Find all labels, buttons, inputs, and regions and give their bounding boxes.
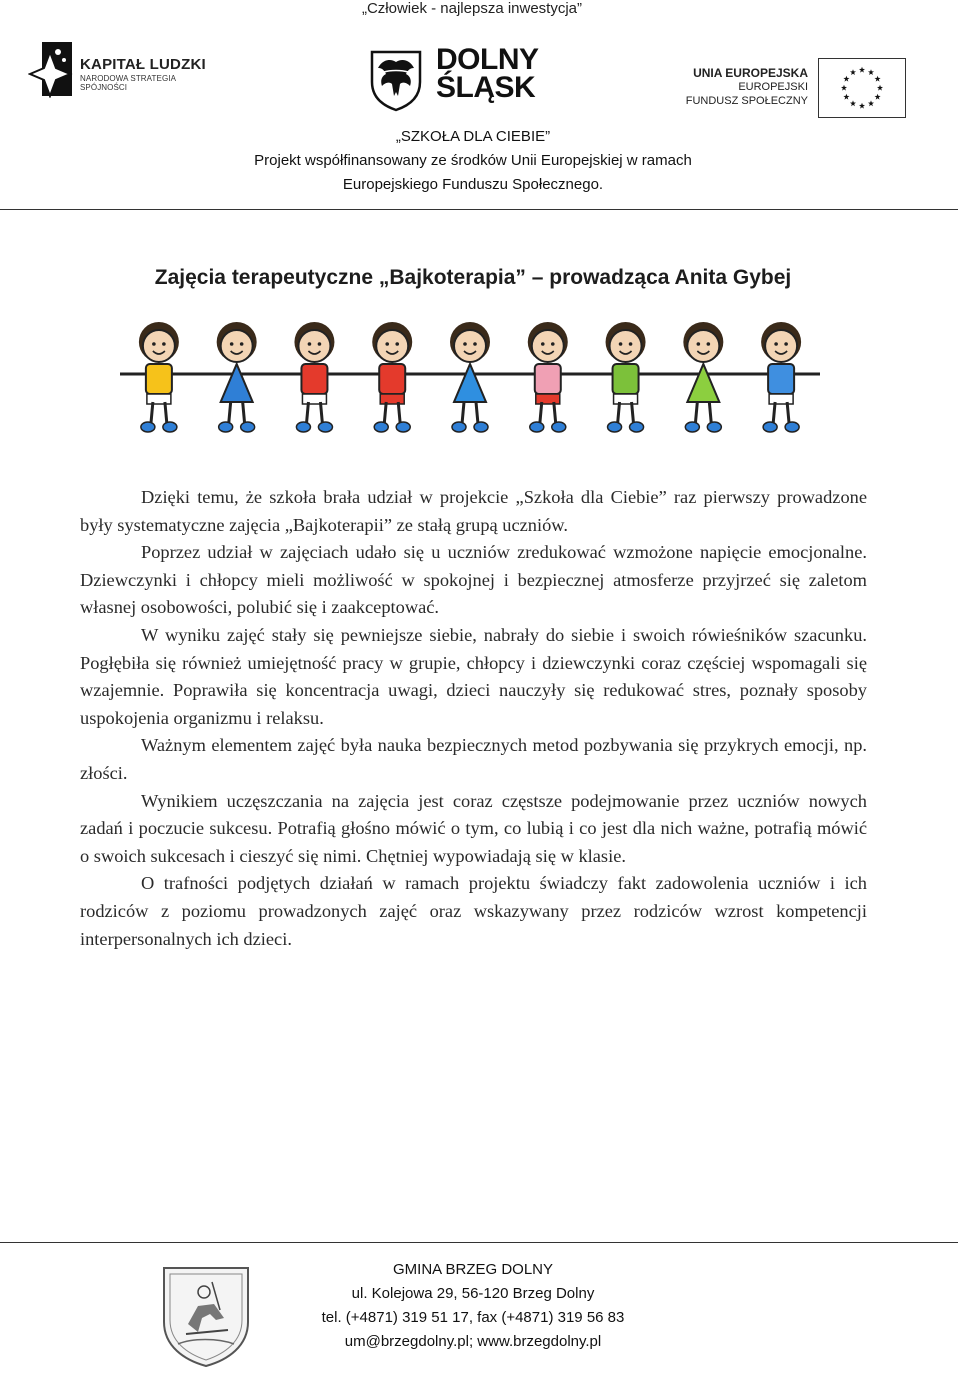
child-figure bbox=[664, 322, 742, 432]
paragraph-3: W wyniku zajęć stały się pewniejsze siebie, nabrały do siebie i swoich rówieśników szacunku. Pogłębiła się również umiejętność pracy w grupie, chłopcy i dziewczynki coraz częściej wspomagali się wzajemnie. Poprawiła się koncentracja uwagi, dzieci nauczyły się redukować stres, poznały sposoby uspokojenia organizmu i relaksu. bbox=[80, 624, 867, 728]
kapital-ludzki-subtitle: NARODOWA STRATEGIA SPÓJNOŚCI bbox=[80, 74, 176, 92]
footer-address: ul. Kolejowa 29, 56-120 Brzeg Dolny bbox=[351, 1285, 595, 1302]
child-figure bbox=[353, 322, 431, 432]
child-figure bbox=[431, 322, 509, 432]
kapital-ludzki-emblem-icon bbox=[28, 40, 74, 98]
paragraph-5: Wynikiem uczęszczania na zajęcia jest coraz częstsze podejmowanie przez uczniów nowych zadań i poczucie sukcesu. Potrafią głośno mówić o tym, co lubią i co jest dla nich ważne, potrafią mówić o swoich sukcesach i cieszyć się nimi. Chętniej wypowiadają się w klasie. bbox=[80, 790, 867, 866]
dolny-slask-line2: ŚLĄSK bbox=[436, 71, 536, 104]
footer-org: GMINA BRZEG DOLNY bbox=[392, 1261, 554, 1278]
footer-phone: tel. (+4871) 319 51 17, fax (+4871) 319 56 83 bbox=[321, 1309, 625, 1326]
cofinance-line1: Projekt współfinansowany ze środków Unii Europejskiej w ramach bbox=[254, 152, 692, 169]
project-name: „SZKOŁA DLA CIEBIE” bbox=[395, 128, 551, 145]
header-motto: „Człowiek - najlepsza inwestycja” bbox=[361, 0, 583, 17]
footer-contact bbox=[250, 1258, 696, 1354]
eagle-shield-icon bbox=[368, 48, 424, 112]
eu-line3: FUNDUSZ SPOŁECZNY bbox=[685, 95, 808, 107]
child-figure bbox=[120, 322, 198, 432]
children-holding-hands-illustration bbox=[120, 312, 820, 440]
paragraph-4: Ważnym elementem zajęć była nauka bezpiecznych metod pozbywania się przykrych emocji, np. złości. bbox=[80, 735, 867, 783]
child-figure bbox=[276, 322, 354, 432]
eu-logo bbox=[685, 56, 908, 120]
paragraph-2: Poprzez udział w zajęciach udało się u uczniów zredukować wzmożone napięcie emocjonalne. Dziewczynki i chłopcy mieli możliwość w spokojnej i bezpiecznej atmosferze przyjrzeć się zaletom własnej osobowości, polubić się i zaakceptować. bbox=[80, 542, 867, 618]
child-figure bbox=[198, 322, 276, 432]
dolny-slask-line1: DOLNY bbox=[436, 43, 539, 76]
child-figure bbox=[509, 322, 587, 432]
kapital-ludzki-logo bbox=[28, 40, 218, 100]
eu-flag-icon bbox=[818, 58, 906, 118]
child-figure bbox=[587, 322, 665, 432]
body-text bbox=[80, 484, 867, 953]
footer-contact-line: um@brzegdolny.pl; www.brzegdolny.pl bbox=[344, 1333, 602, 1350]
eu-line2: EUROPEJSKI bbox=[738, 81, 808, 93]
header-divider bbox=[0, 209, 958, 210]
brzeg-dolny-crest-icon bbox=[158, 1262, 254, 1370]
eu-line1: UNIA EUROPEJSKA bbox=[693, 66, 808, 80]
dolny-slask-logo bbox=[368, 43, 568, 112]
page-title: Zajęcia terapeutyczne „Bajkoterapia” – prowadząca Anita Gybej bbox=[154, 266, 792, 289]
child-figure bbox=[742, 322, 820, 432]
kapital-ludzki-title: KAPITAŁ LUDZKI bbox=[80, 56, 206, 73]
paragraph-6: O trafności podjętych działań w ramach projektu świadczy fakt zadowolenia uczniów i ich rodziców z poziomu prowadzonych zajęć oraz wskazywany przez rodziców wzrost kompetencji interpersonalnych ich dzieci. bbox=[80, 873, 867, 949]
footer-divider bbox=[0, 1242, 958, 1243]
cofinance-line2: Europejskiego Funduszu Społecznego. bbox=[342, 176, 604, 193]
paragraph-1: Dzięki temu, że szkoła brała udział w projekcie „Szkoła dla Ciebie” raz pierwszy prowadzone były systematyczne zajęcia „Bajkoterapii” ze stałą grupą uczniów. bbox=[80, 487, 867, 535]
